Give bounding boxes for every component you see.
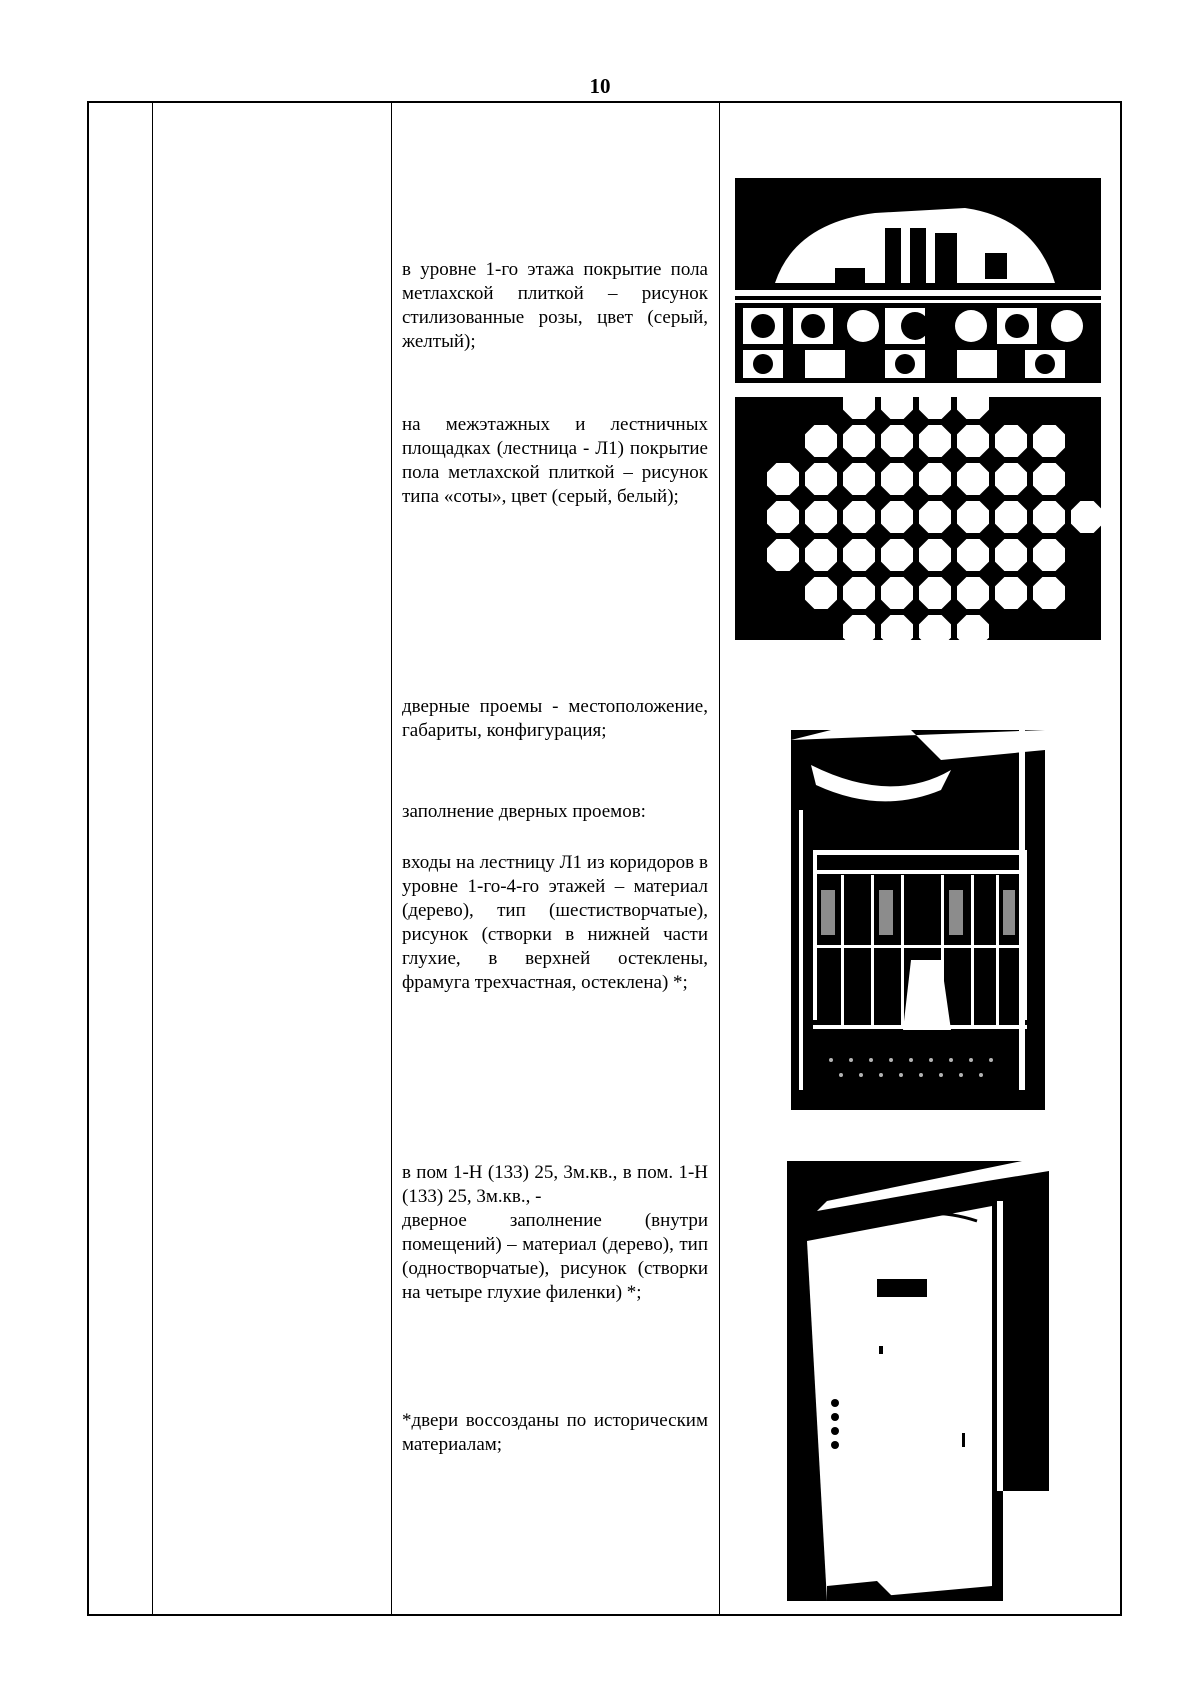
column-divider-3 — [719, 101, 720, 1616]
paragraph-interior-door-filling: дверное заполнение (внутри помещений) – материал (дерево), тип (одностворчатые), рисунок (створки на четыре глухие филенки) *; — [402, 1210, 708, 1303]
paragraph-honeycomb-tile-floor: на межэтажных и лестничных площадках (лестница - Л1) покрытие пола метлахской плиткой – рисунок типа «соты», цвет (серый, белый); — [402, 414, 708, 507]
column-divider-1 — [152, 101, 153, 1616]
paragraph-doors-recreated-note: *двери воссозданы по историческим материалам; — [402, 1410, 708, 1455]
column-divider-2 — [391, 101, 392, 1616]
paragraph-room-reference: в пом 1-Н (133) 25, 3м.кв., в пом. 1-Н (133) 25, 3м.кв., - — [402, 1162, 708, 1207]
paragraph-stair-entrance-doors: входы на лестницу Л1 из коридоров в уровне 1-го-4-го этажей – материал (дерево), тип (шестистворчатые), рисунок (створки в нижней части глухие, в верхней остеклены, фрамуга трехчастная, остеклена) *; — [402, 852, 708, 993]
paragraph-door-openings: дверные проемы - местоположение, габариты, конфигурация; — [402, 696, 708, 741]
page-number: 10 — [589, 74, 611, 98]
single-leaf-door-photo — [787, 1161, 1049, 1601]
six-leaf-door-photo — [791, 730, 1045, 1110]
honeycomb-tile-floor-photo — [735, 397, 1101, 640]
rose-tile-floor-photo — [735, 178, 1101, 383]
paragraph-rose-tile-floor: в уровне 1-го этажа покрытие пола метлахской плиткой – рисунок стилизованные розы, цвет (серый, желтый); — [402, 259, 708, 352]
paragraph-door-fillings-heading: заполнение дверных проемов: — [402, 801, 646, 822]
